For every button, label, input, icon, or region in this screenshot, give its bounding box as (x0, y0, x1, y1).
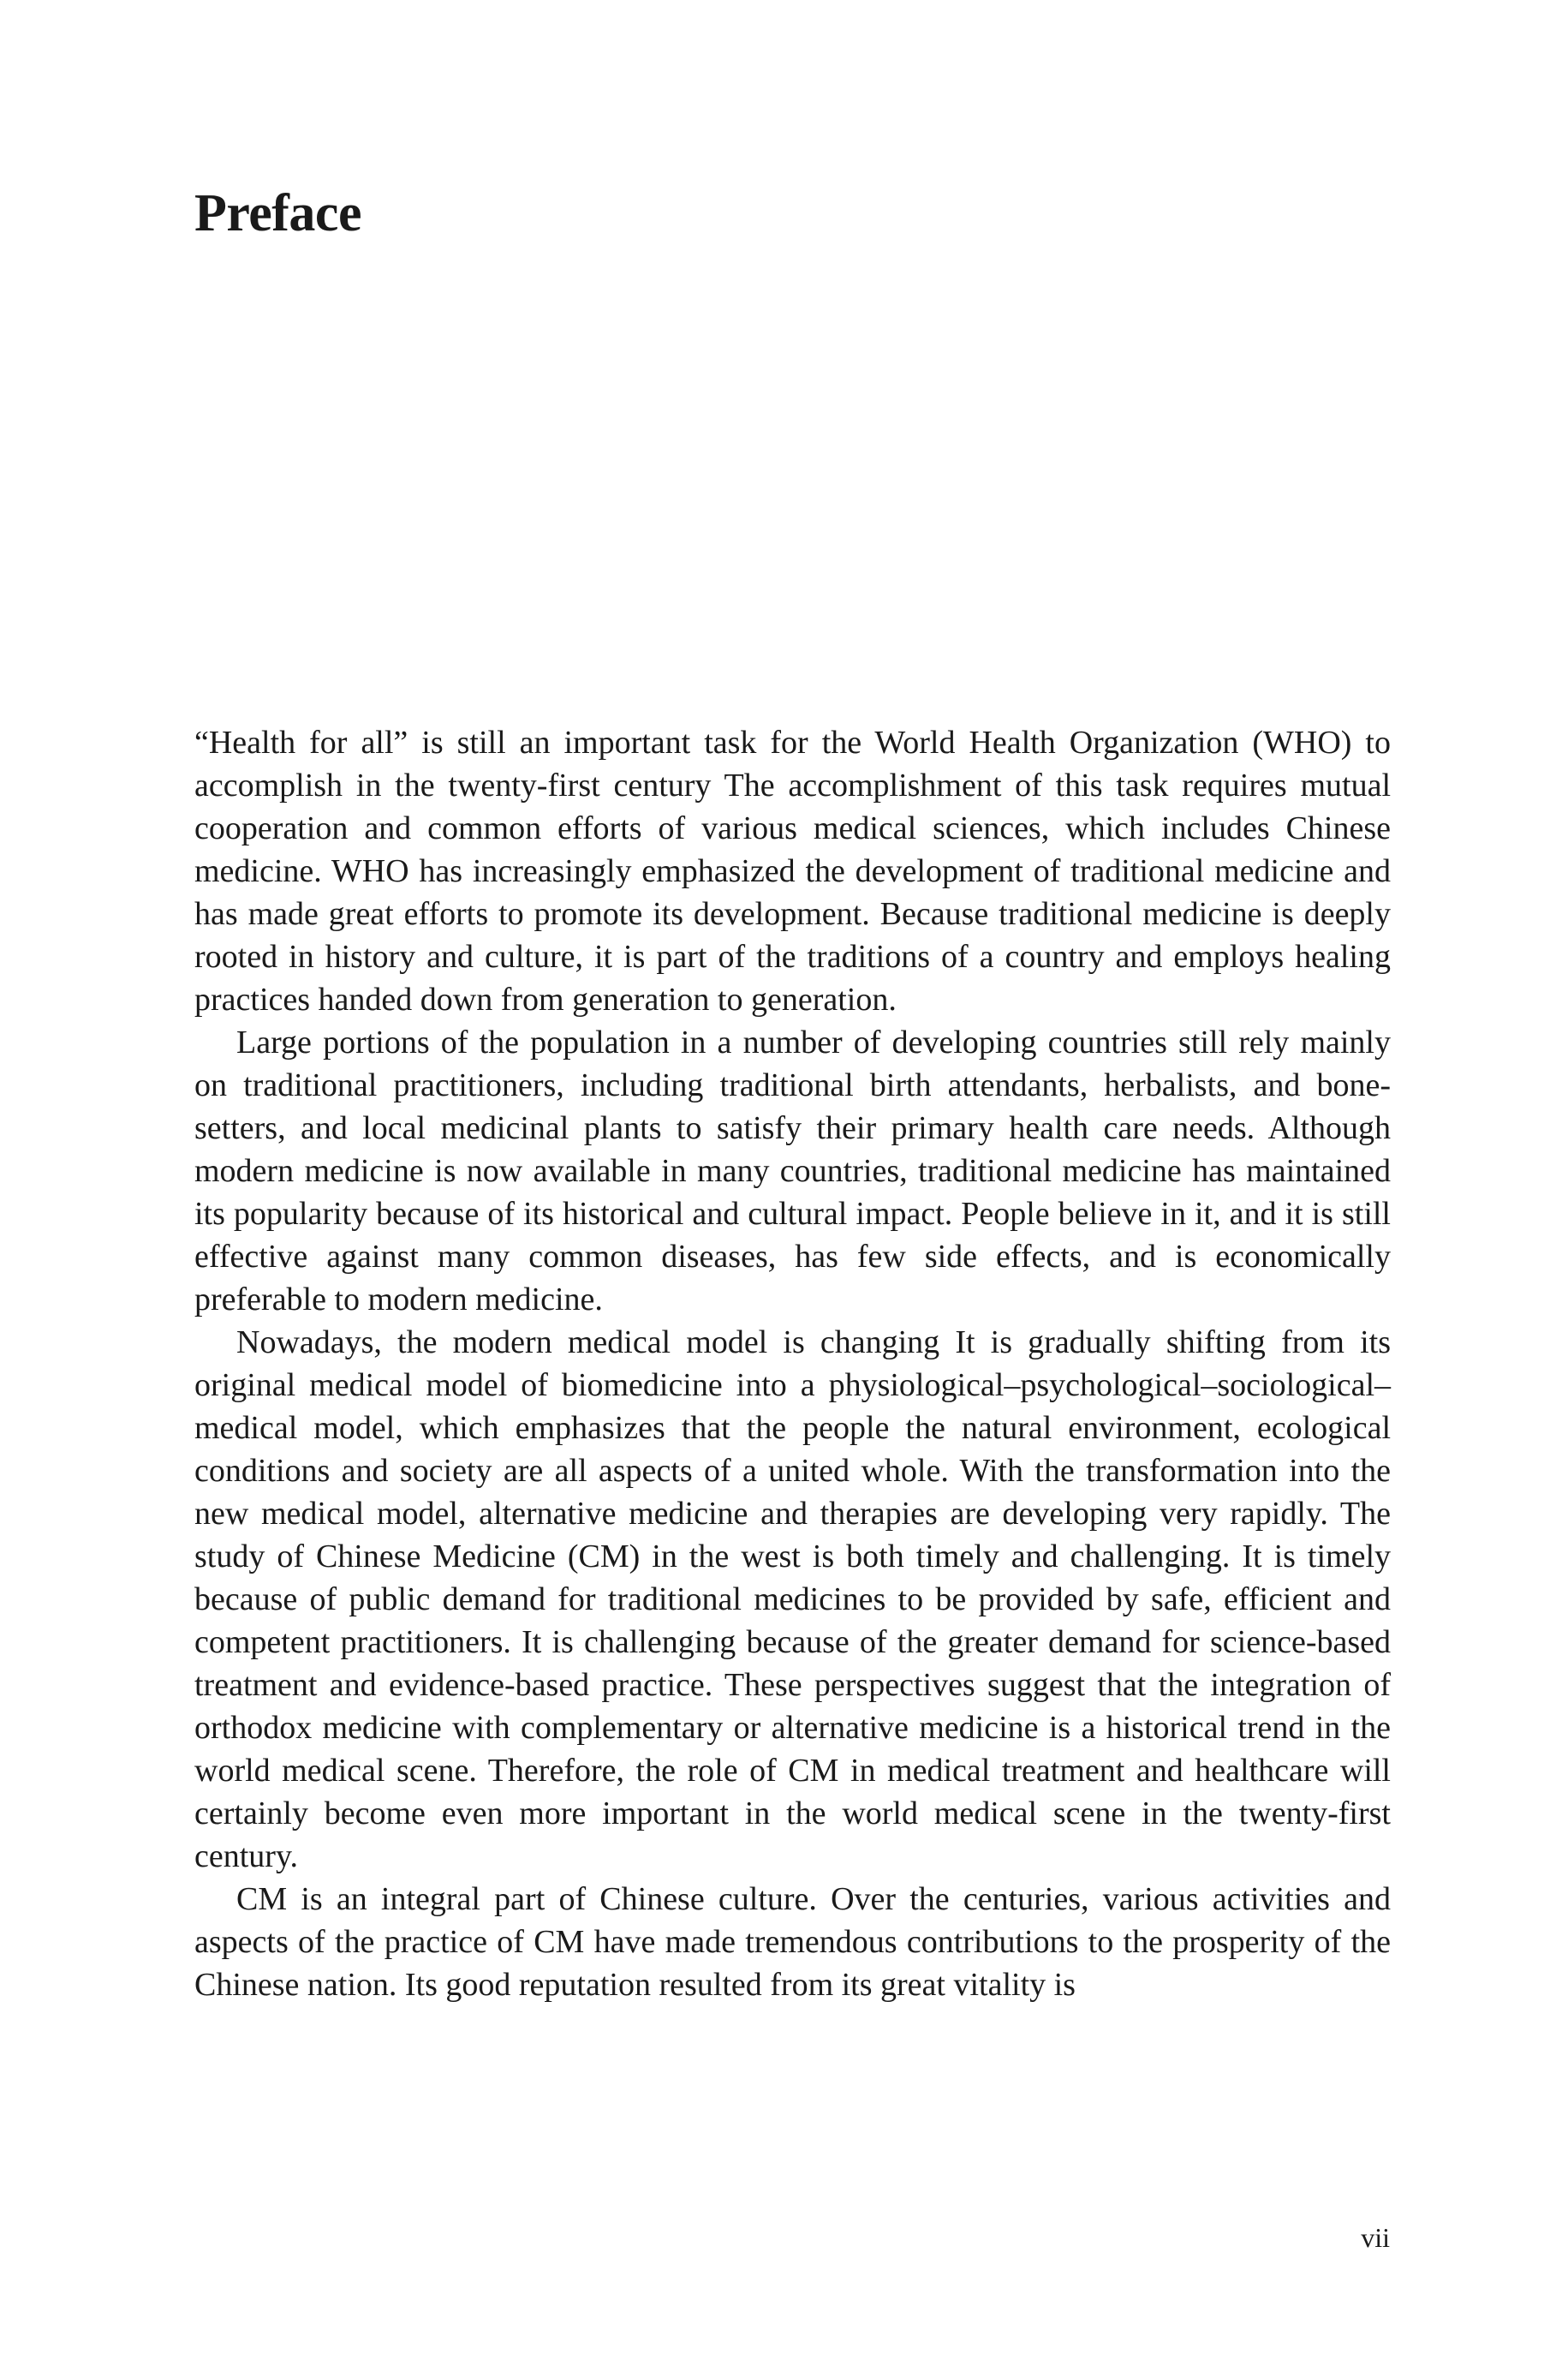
page-number: vii (1361, 2222, 1390, 2253)
preface-body (194, 721, 1391, 2006)
paragraph-1: “Health for all” is still an important task for the World Health Organization (WHO) to accomplish in the twenty-first century The accomplishment of this task requires mutual cooperation and common efforts of various medical sciences, which includes Chinese medicine. WHO has increasingly emphasized the development of traditional medicine and has made great efforts to promote its development. Because traditional medicine is deeply rooted in history and culture, it is part of the traditions of a country and employs healing practices handed down from generation to generation. (194, 725, 1391, 1018)
paragraph-4: CM is an integral part of Chinese culture. Over the centuries, various activities and aspects of the practice of CM have made tremendous contributions to the prosperity of the Chinese nation. Its good reputation resulted from its great vitality is (194, 1881, 1391, 2003)
paragraph-3: Nowadays, the modern medical model is changing It is gradually shifting from its original medical model of biomedicine into a physiological–psychological–sociological–medical model, which emphasizes that the people the natural environment, ecological conditions and society are all aspects of a united whole. With the transformation into the new medical model, alternative medicine and therapies are developing very rapidly. The study of Chinese Medicine (CM) in the west is both timely and challenging. It is timely because of public demand for traditional medicines to be provided by safe, efficient and competent practitioners. It is challenging because of the greater demand for science-based treatment and evidence-based practice. These perspectives suggest that the integration of orthodox medicine with complementary or alternative medicine is a historical trend in the world medical scene. Therefore, the role of CM in medical treatment and healthcare will certainly become even more important in the world medical scene in the twenty-first century. (194, 1324, 1391, 1874)
paragraph-2: Large portions of the population in a number of developing countries still rely mainly on traditional practitioners, including traditional birth attendants, herbalists, and bone-setters, and local medicinal plants to satisfy their primary health care needs. Although modern medicine is now available in many countries, traditional medicine has maintained its popularity because of its historical and cultural impact. People believe in it, and it is still effective against many common diseases, has few side effects, and is economically preferable to modern medicine. (194, 1025, 1391, 1317)
page-title: Preface (194, 184, 361, 242)
